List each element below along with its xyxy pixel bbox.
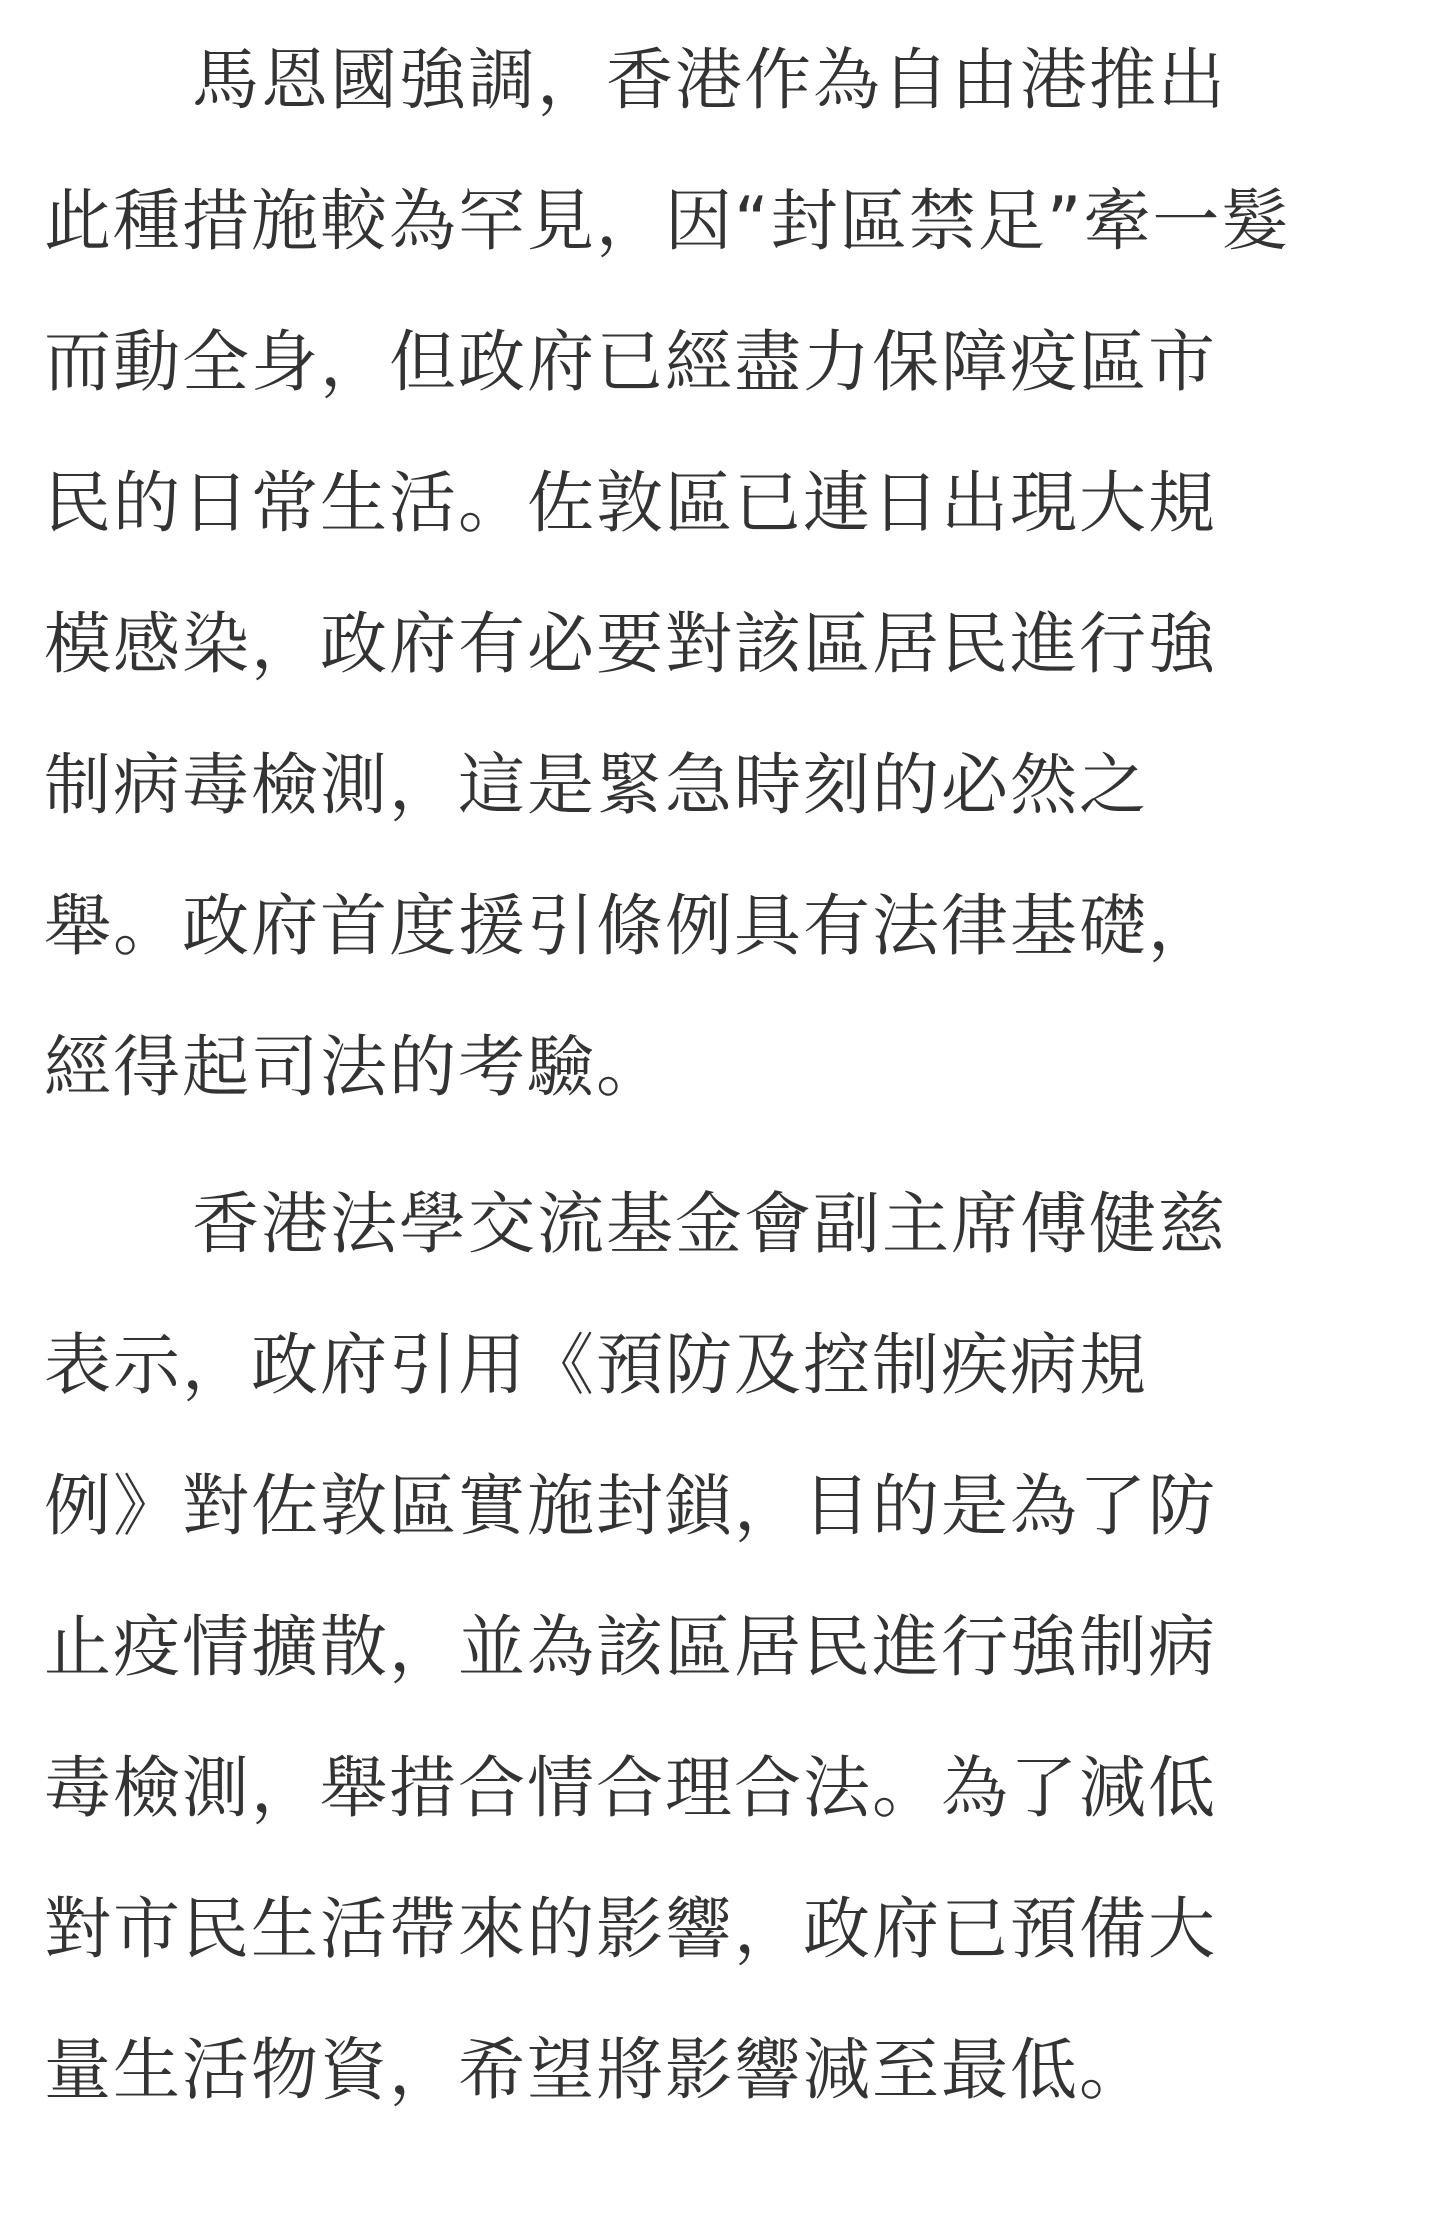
paragraph-line: 模感染，政府有必要對該區居民進行強 [44,605,1217,683]
paragraph-line: 例》對佐敦區實施封鎖，目的是為了防 [44,1467,1217,1545]
paragraph-line: 表示，政府引用《預防及控制疾病規 [44,1326,1148,1404]
paragraph-line: 制病毒檢測，這是緊急時刻的必然之 [44,746,1148,824]
paragraph-line: 經得起司法的考驗。 [44,1028,665,1106]
paragraph-line: 止疫情擴散，並為該區居民進行強制病 [44,1608,1217,1686]
paragraph-line: 毒檢測，舉措合情合理合法。為了減低 [44,1749,1217,1827]
paragraph-line: 舉。政府首度援引條例具有法律基礎， [44,887,1217,965]
paragraph-line: 而動全身，但政府已經盡力保障疫區市 [44,323,1217,401]
paragraph-line: 量生活物資，希望將影響減至最低。 [44,2031,1148,2109]
paragraph-line: 馬恩國強調，香港作為自由港推出 [192,41,1227,119]
paragraph-line: 香港法學交流基金會副主席傅健慈 [192,1185,1227,1263]
article-body [44,0,1384,2141]
paragraph-1 [44,10,1384,1138]
paragraph-line: 民的日常生活。佐敦區已連日出現大規 [44,464,1217,542]
paragraph-line: 此種措施較為罕見，因“封區禁足”牽一髮 [44,182,1291,260]
paragraph-2 [44,1154,1384,2141]
paragraph-line: 對市民生活帶來的影響，政府已預備大 [44,1890,1217,1968]
paragraph-spacer [44,1138,1384,1154]
